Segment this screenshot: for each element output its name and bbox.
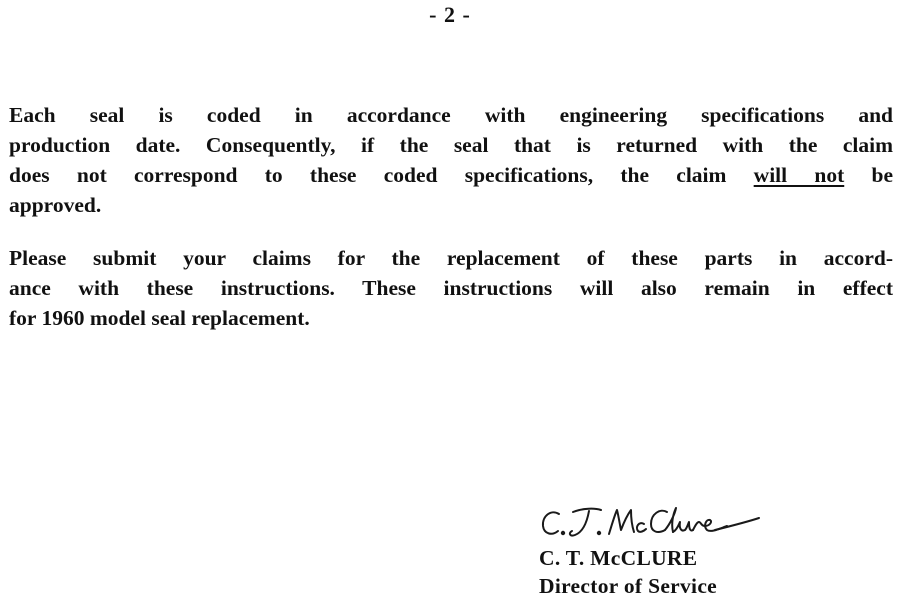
signatory-title: Director of Service [539, 574, 718, 598]
signature-block [539, 500, 879, 600]
line-text: does not correspond to these coded specifications, the claim [9, 163, 754, 187]
paragraph-line: Each seal is coded in accordance with engineering specifications and [9, 103, 893, 127]
paragraph-line [9, 160, 893, 190]
paragraph-seal-coding [9, 100, 893, 220]
paragraph-line: ance with these instructions. These instructions will also remain in effect [9, 276, 893, 300]
underlined-emphasis: will not [753, 163, 845, 187]
paragraph-line: Please submit your claims for the replacement of these parts in accord- [9, 246, 893, 270]
paragraph-line: production date. Consequently, if the seal that is returned with the claim [9, 133, 893, 157]
handwritten-signature [539, 500, 764, 544]
paragraph-line: approved. [9, 193, 102, 217]
signatory-name: C. T. McCLURE [539, 546, 698, 570]
paragraph-line: for 1960 model seal replacement. [9, 306, 310, 330]
line-text: be [844, 163, 893, 187]
page-number: - 2 - [429, 2, 471, 27]
paragraph-submit-claims [9, 243, 893, 333]
